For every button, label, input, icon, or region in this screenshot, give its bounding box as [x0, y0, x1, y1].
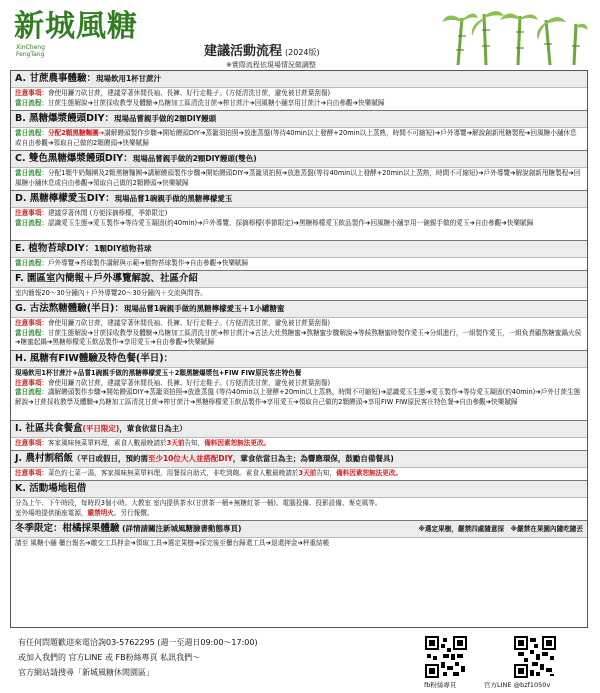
- flow-label: 當日流程：: [15, 218, 48, 227]
- flow-label: 當日流程：: [15, 328, 48, 337]
- flow-row: [15, 129, 583, 148]
- contact-social: 或加入我們的 官方LINE 或 FB粉絲專頁 私訊我們～: [18, 653, 201, 662]
- page-year: (2024版): [285, 48, 320, 57]
- note-row: [15, 319, 583, 329]
- note-text: 客家風味無菜單料理，素食人數最晚請於: [47, 439, 167, 447]
- note-label: 注意事項：: [15, 439, 48, 447]
- contact-phone: 有任何問題歡迎來電洽詢03-5762295 (週一至週日09:00～17:00): [18, 638, 258, 647]
- note-row: [15, 89, 583, 99]
- flow-text: 講解饅頭製作步驟➔開始饅頭DIY➔蒸籠須拍照➔放進蒸盤 (等待40min以上發酵+20min以上蒸熟，時間不可縮短)➔認識愛玉生態➔愛玉製作➔等待愛玉凝固(約40min)➔戶外甘蔗生態解說➔甘蔗採收教學及體驗➔烏糖加工區清洗甘蔗➔榨甘蔗汁➔黑糖檸檬愛玉飲品製作➔享用愛玉➔領取自己做的2顆饅頭➔享用FIW FIW原民客庄特色餐➔自由參觀➔快樂賦歸: [15, 388, 581, 406]
- flow-text: 認識愛玉生態➔愛玉製作➔等待愛玉凝固(約40min)➔戶外導覽、採摘檸檬(季節限定)➔黑糖檸檬愛玉飲品製作➔回風糖小舖享用一碗親手做的愛玉➔自由參觀➔快樂賦歸: [47, 218, 534, 227]
- section-b: [11, 111, 587, 151]
- info-text: 分為上午、下午時段，每時段3個小時。大教室 室內提供茶水(甘蔗茶一桶+無糖紅茶一桶)、電腦投備、投影設備、麥克風等。: [15, 499, 382, 507]
- line-qr-label: 官方LINE @bzf1050v: [484, 681, 551, 689]
- note-label: 注意事項：: [15, 469, 48, 477]
- note-text: 會使用鐮刀砍甘蔗，建議穿著休閒長袖、長褲、好行走鞋子。(方便清洗甘蔗，避免被甘蔗葉刮傷): [47, 378, 331, 387]
- info-text: 室內簡報20～30分鐘內＋戶外導覽20～30分鐘內＋交流與問答。: [15, 289, 207, 297]
- section-d: [11, 191, 587, 241]
- section-sub: ，葷食依當日為主）: [119, 424, 187, 433]
- flow-highlight: 分配2顆黑糖麵團➔: [47, 129, 105, 137]
- section-sub: ，葷食依當日為主；為響應環保，鼓勵自備餐具): [232, 454, 394, 463]
- note-label: 注意事項：: [15, 319, 48, 327]
- section-title: A. 甘蔗農事體驗：: [15, 73, 96, 84]
- note-text: 建議穿著休閒 (方便採摘檸檬，季節限定): [47, 209, 168, 217]
- flow-label: 當日流程：: [15, 169, 48, 177]
- note-warning: 備料因素恕無法更改。: [204, 439, 271, 447]
- flow-row: [15, 388, 583, 407]
- note-label: 注意事項：: [15, 209, 48, 217]
- note-deadline: 3天前: [298, 469, 317, 477]
- info-text: 。另行報價。: [113, 508, 154, 517]
- section-title: H. 風糖有FIW體驗及特色餐(半日)：: [15, 353, 174, 364]
- section-k: [11, 481, 587, 521]
- page-note: ※實際流程依現場情況做調整: [226, 61, 316, 69]
- section-k-heading: [11, 481, 587, 498]
- contact-website: 官方網站請搜尋「新城風糖休閒園區」: [18, 668, 154, 677]
- section-sub: 現場品嘗1碗親手做的黑糖檸檬愛玉: [114, 194, 233, 203]
- section-title: D. 黑糖檸檬愛玉DIY：: [15, 193, 115, 204]
- note-warning: 備料因素恕無法更改。: [336, 469, 403, 477]
- section-title: B. 黑糖爆漿饅頭DIY：: [15, 113, 114, 124]
- section-sub: 現場品嘗親手做的2顆DIY饅頭(雙色): [132, 154, 257, 163]
- note-row: [15, 469, 583, 479]
- flow-label: 當日流程：: [15, 98, 48, 107]
- section-title: I. 社區共食餐盒: [15, 423, 83, 434]
- section-e-heading: [11, 241, 587, 258]
- section-l-heading: [11, 521, 587, 538]
- section-title: F. 園區室內簡報＋戶外導覽解說、社區介紹: [15, 273, 199, 284]
- section-sub-highlight: 至少10位大人並搭配DIY: [147, 454, 233, 463]
- section-a-heading: [11, 71, 587, 88]
- note-text: 會使用鐮刀砍甘蔗，建議穿著休閒長袖、長褲、好行走鞋子。(方便清洗甘蔗，避免被甘蔗葉刮傷): [47, 89, 331, 97]
- flow-text: 戶外導覽➔苔球製作講解與示範➔植物苔球製作➔自由參觀➔快樂賦歸: [47, 259, 249, 267]
- note-label: 注意事項：: [15, 378, 48, 387]
- section-a: [11, 71, 587, 111]
- info-warning: 嚴禁明火: [87, 508, 114, 517]
- activity-list: [10, 70, 588, 628]
- section-i: [11, 421, 587, 451]
- note-row: [15, 209, 583, 219]
- section-sub: 現場品嘗1碗親手做的黑糖檸檬愛玉＋1小罐糖蜜: [123, 304, 285, 313]
- section-d-heading: [11, 191, 587, 208]
- section-l: [11, 521, 587, 551]
- note-text: 告知，: [184, 439, 205, 447]
- section-c: [11, 151, 587, 191]
- section-sub: （平日或假日，預約需: [72, 454, 148, 463]
- section-h: [11, 351, 587, 421]
- logo-sub-2: FengTang: [16, 51, 45, 58]
- logo-text: 新城風糖: [14, 9, 138, 44]
- section-notes: ※選定果樹，嚴禁四處隨意採 ※嚴禁在果園內隨吃隨丟: [418, 525, 583, 533]
- section-sub: 現場飲用1杯甘蔗汁: [95, 74, 162, 83]
- flow-row: [15, 259, 583, 269]
- section-j-heading: [11, 451, 587, 468]
- section-sub: (詳情請關注新城風糖臉書動態專頁): [119, 524, 242, 533]
- flow-text: 甘蔗生態解說➔甘蔗採收教學及體驗➔烏糖加工區清洗甘蔗➔榨甘蔗汁➔回風糖小舖享用甘蔗汁➔自由參觀➔快樂賦歸: [47, 98, 385, 107]
- section-tag: (平日限定): [82, 424, 120, 433]
- header: [0, 0, 600, 68]
- section-e: [11, 241, 587, 271]
- note-label: 注意事項：: [15, 89, 48, 97]
- section-b-heading: [11, 111, 587, 128]
- contact-info: [18, 635, 398, 680]
- section-title: K. 活動場地租借: [15, 483, 87, 494]
- flow-text: 請至 風糖小舖 櫃台報名➔繳交工具押金➔領取工具➔選定果樹➔採完後至櫃台歸還工具➔退還押金➔秤重結帳: [15, 539, 330, 547]
- note-deadline: 3天前: [166, 439, 185, 447]
- section-sub: 現場飲用1杯甘蔗汁+品嘗1碗親手做的黑糖檸檬愛玉＋2顆黑糖爆漿包+FIW FIW原民客庄特色餐: [15, 369, 302, 377]
- page-title: 建議活動流程: [204, 44, 283, 59]
- fb-qr-code-icon[interactable]: [425, 636, 467, 678]
- section-f: [11, 271, 587, 301]
- note-row: [15, 379, 583, 389]
- section-sub: 現場品嘗親手做的2顆DIY饅頭: [113, 114, 217, 123]
- info-row: [15, 499, 583, 509]
- flow-text: 甘蔗生態解說➔甘蔗採收教學及體驗➔烏糖加工區清洗甘蔗➔榨甘蔗汁➔古法大灶熬糖蜜➔熬糖蜜步驟解說➔等候熬糖蜜時製作愛玉➔分組進行，一組製作愛玉，一組負責顧熬糖蜜鍋火侯➔糖蜜起鍋➔黑糖檸檬愛玉飲品製作➔享用愛玉➔自由參觀➔快樂賦歸: [15, 328, 582, 347]
- info-row: [15, 289, 583, 299]
- flow-row: [15, 329, 583, 348]
- fb-qr-label: fb粉絲專頁: [424, 681, 457, 689]
- line-qr-code-icon[interactable]: [514, 636, 556, 678]
- flow-row: [15, 219, 583, 229]
- note-row: [15, 439, 583, 449]
- flow-row: [15, 539, 583, 549]
- brand-logo: [14, 10, 174, 64]
- flow-label: 當日流程：: [15, 259, 48, 267]
- info-row: [15, 509, 583, 519]
- section-c-heading: [11, 151, 587, 168]
- section-title: E. 植物苔球DIY：: [15, 243, 95, 254]
- note-text: 告知，: [316, 469, 337, 477]
- note-text: 菜色約七菜一湯，客家風味無菜單料理，用餐採自助式，非吃到飽。素食人數最晚請於: [47, 469, 299, 477]
- flow-label: 當日流程：: [15, 129, 48, 137]
- section-title: G. 古法熬糖體驗(半日)：: [15, 303, 124, 314]
- flow-text: 講解饅頭製作步驟➔開始饅頭DIY➔蒸籠須拍照➔放進蒸盤(等待40min以上發酵+20min以上蒸熟，時間不可縮短)➔戶外導覽➔解說創新甩糖製程➔回風糖小舖休息或自由參觀➔領取自己做的2顆饅頭➔快樂賦歸: [15, 129, 577, 147]
- logo-sub-1: XinCheng: [16, 44, 45, 51]
- section-h-heading: [11, 351, 587, 368]
- title-block: [204, 40, 424, 70]
- section-title: J. 農村割稻飯: [15, 453, 73, 464]
- flow-label: 當日流程：: [15, 388, 48, 397]
- note-text: 會使用鐮刀砍甘蔗，建議穿著休閒長袖、長褲、好行走鞋子。(方便清洗甘蔗，避免被甘蔗葉刮傷): [47, 319, 331, 327]
- flow-text: 分配1顆牛奶麵團及2顆黑糖麵團➔講解饅頭製作步驟➔開始饅頭DIY➔蒸籠須拍照➔放進蒸盤(等待40min以上發酵+20min以上蒸熟，時間不可縮短)➔戶外導覽➔解說創新甩糖製程➔回風糖小舖休息或自由參觀➔領取自己做的2顆饅頭➔快樂賦歸: [15, 169, 581, 187]
- section-i-heading: [11, 421, 587, 438]
- section-sub: 1顆DIY植物苔球: [94, 244, 152, 253]
- section-title: 冬季限定：柑橘採果體驗: [15, 523, 120, 534]
- section-j: [11, 451, 587, 481]
- section-title: C. 雙色黑糖爆漿饅頭DIY：: [15, 153, 133, 164]
- section-g: [11, 301, 587, 351]
- sugarcane-icon: [438, 10, 588, 65]
- info-text: 室外場地提供插座電源，: [15, 508, 88, 517]
- section-f-heading: [11, 271, 587, 288]
- section-g-heading: [11, 301, 587, 318]
- flow-row: [15, 99, 583, 109]
- flow-row: [15, 169, 583, 188]
